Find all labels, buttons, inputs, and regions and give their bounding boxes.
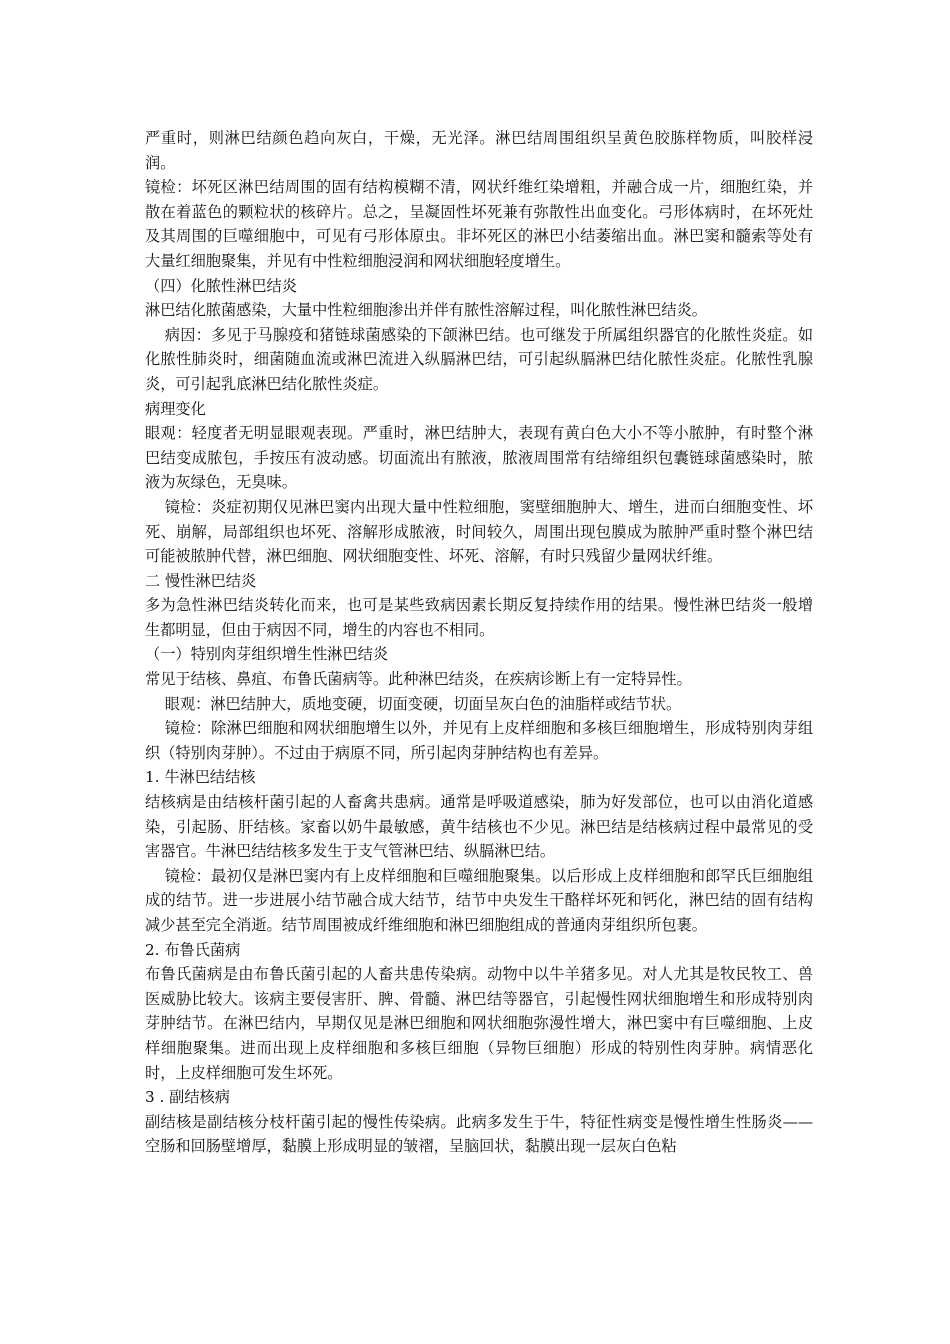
paragraph-tuberculosis: 结核病是由结核杆菌引起的人畜禽共患病。通常是呼吸道感染，肺为好发部位，也可以由消化道感染，引起肠、肝结核。家畜以奶牛最敏感，黄牛结核也不少见。淋巴结是结核病过程中最常见的受害器官。牛淋巴结结核多发生于支气管淋巴结、纵膈淋巴结。 [145, 793, 813, 861]
paragraph-granulomatous-microscopy: 镜检：除淋巴细胞和网状细胞增生以外，并见有上皮样细胞和多核巨细胞增生，形成特别肉芽组织（特别肉芽肿）。不过由于病原不同，所引起肉芽肿结构也有差异。 [145, 719, 813, 762]
paragraph-etiology: 病因：多见于马腺疫和猪链球菌感染的下颌淋巴结。也可继发于所属组织器官的化脓性炎症。如化脓性肺炎时，细菌随血流或淋巴流进入纵膈淋巴结，可引起纵膈淋巴结化脓性炎症。化脓性乳腺炎，可引起乳底淋巴结化脓性炎症。 [145, 325, 813, 393]
paragraph-tuberculosis-microscopy: 镜检：最初仅是淋巴窦内有上皮样细胞和巨噬细胞聚集。以后形成上皮样细胞和郎罕氏巨细胞组成的结节。进一步进展小结节融合成大结节，结节中央发生干酪样坏死和钙化，淋巴结的固有结构减少甚至完全消逝。结节周围被成纤维细胞和淋巴细胞组成的普通肉芽组织所包裹。 [145, 866, 813, 934]
paragraph-1: 严重时，则淋巴结颜色趋向灰白，干燥，无光泽。淋巴结周围组织呈黄色胶胨样物质，叫胶样浸润。 [145, 129, 813, 172]
paragraph-gross: 眼观：轻度者无明显眼观表现。严重时，淋巴结肿大，表现有黄白色大小不等小脓肿，有时整个淋巴结变成脓包，手按压有波动感。切面流出有脓液，脓液周围常有结缔组织包囊链球菌感染时，脓液为灰绿色，无臭味。 [145, 424, 813, 492]
paragraph-chronic-intro: 多为急性淋巴结炎转化而来，也可是某些致病因素长期反复持续作用的结果。慢性淋巴结炎一般增生都明显，但由于病因不同，增生的内容也不相同。 [145, 596, 813, 639]
document-page [145, 126, 813, 1159]
section-heading-pathology: 病理变化 [145, 399, 206, 418]
paragraph-granulomatous-gross: 眼观：淋巴结肿大，质地变硬，切面变硬，切面呈灰白色的油脂样或结节状。 [164, 694, 682, 713]
paragraph-2: 镜检：坏死区淋巴结周围的固有结构模糊不清，网状纤维红染增粗，并融合成一片，细胞红染，并散在着蓝色的颗粒状的核碎片。总之，呈凝固性坏死兼有弥散性出血变化。弓形体病时，在坏死灶及其周围的巨噬细胞中，可见有弓形体原虫。非坏死区的淋巴小结萎缩出血。淋巴窦和髓索等处有大量红细胞聚集，并见有中性粒细胞浸润和网状细胞轻度增生。 [145, 178, 813, 270]
section-heading-bovine-tuberculosis: 1. 牛淋巴结结核 [145, 768, 256, 787]
section-heading-chronic-lymphadenitis: 二 慢性淋巴结炎 [145, 571, 257, 590]
section-heading-paratuberculosis: 3 . 副结核病 [145, 1088, 230, 1107]
paragraph-granulomatous-intro: 常见于结核、鼻疽、布鲁氏菌病等。此种淋巴结炎，在疾病诊断上有一定特异性。 [145, 670, 692, 689]
section-heading-brucellosis: 2. 布鲁氏菌病 [145, 940, 241, 959]
paragraph-3: 淋巴结化脓菌感染，大量中性粒细胞渗出并伴有脓性溶解过程，叫化脓性淋巴结炎。 [145, 301, 707, 320]
section-heading-purulent-lymphadenitis: （四）化脓性淋巴结炎 [145, 276, 297, 295]
paragraph-microscopy: 镜检：炎症初期仅见淋巴窦内出现大量中性粒细胞，窦壁细胞肿大、增生，进而白细胞变性、坏死、崩解，局部组织也坏死、溶解形成脓液，时间较久，周围出现包膜成为脓肿严重时整个淋巴结可能被脓肿代替，淋巴细胞、网状细胞变性、坏死、溶解，有时只残留少量网状纤维。 [145, 497, 813, 566]
section-heading-granulomatous: （一）特别肉芽组织增生性淋巴结炎 [145, 645, 388, 664]
paragraph-brucellosis: 布鲁氏菌病是由布鲁氏菌引起的人畜共患传染病。动物中以牛羊猪多见。对人尤其是牧民牧工、兽医威胁比较大。该病主要侵害肝、脾、骨髓、淋巴结等器官，引起慢性网状细胞增生和形成特别肉芽肿结节。在淋巴结内，早期仅见是淋巴细胞和网状细胞弥漫性增大，淋巴窦中有巨噬细胞、上皮样细胞聚集。进而出现上皮样细胞和多核巨细胞（异物巨细胞）形成的特别性肉芽肿。病情恶化时，上皮样细胞可发生坏死。 [145, 965, 813, 1082]
paragraph-paratuberculosis: 副结核是副结核分枝杆菌引起的慢性传染病。此病多发生于牛，特征性病变是慢性增生性肠炎——空肠和回肠壁增厚，黏膜上形成明显的皱褶，呈脑回状，黏膜出现一层灰白色粘 [145, 1112, 813, 1156]
